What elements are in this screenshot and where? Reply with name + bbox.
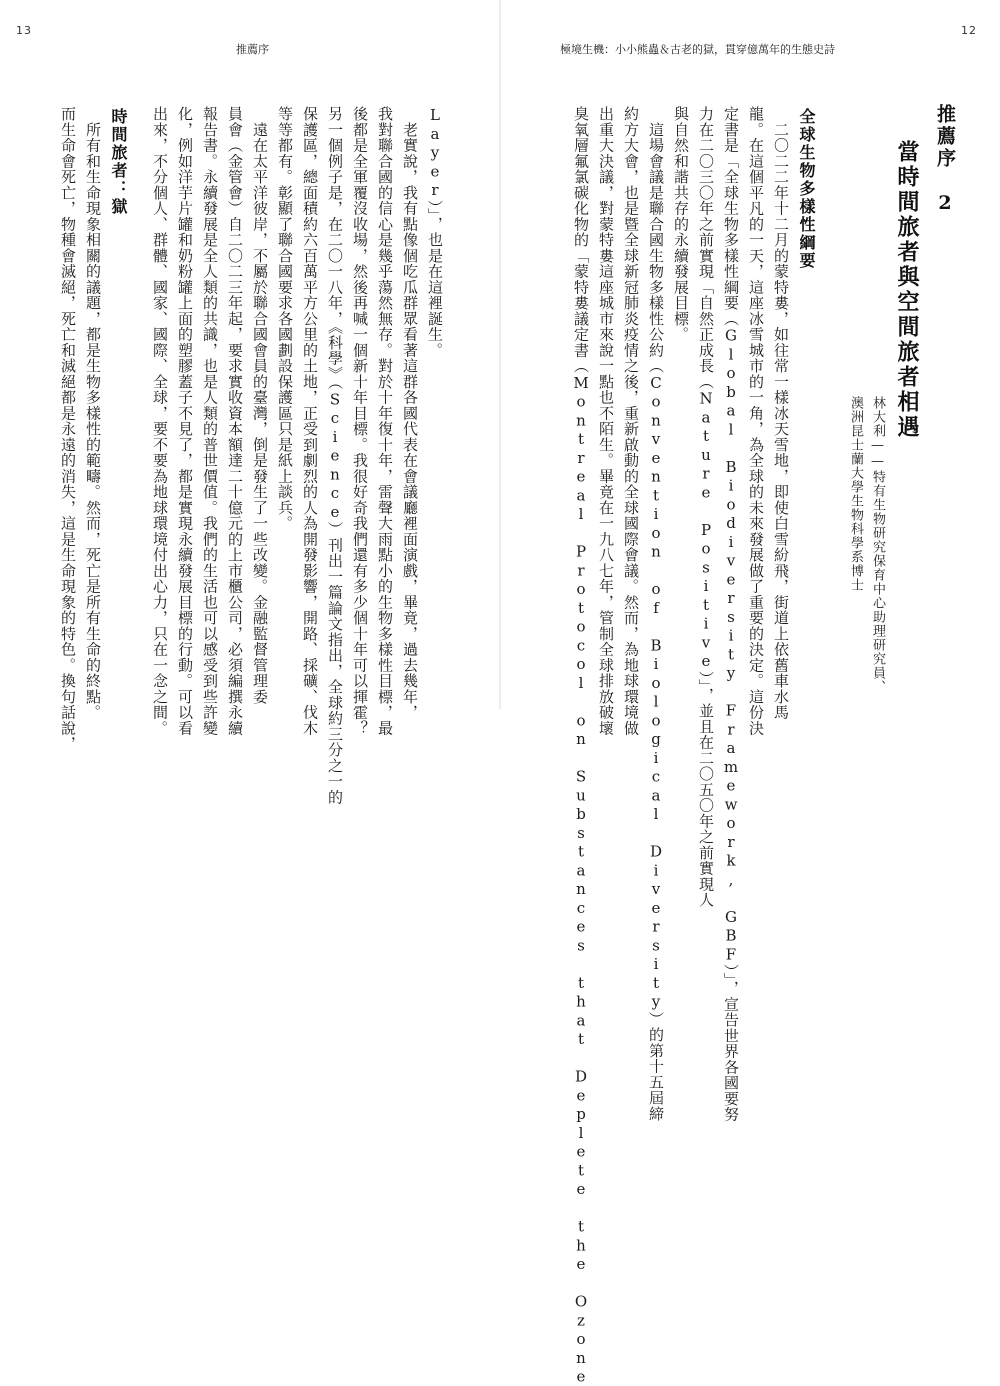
chapter-label: 推薦序 2	[934, 104, 956, 217]
left-body-column-6: 保護區，總面積約六百萬平方公里的土地，正受到劇烈的人為開發影響，開路、採礦、伐木	[301, 106, 319, 736]
right-body-column-4: 力在二〇三〇年之前實現「自然正成長（Nature Positive）」，並且在二〇五〇年之前實現人	[697, 106, 715, 908]
left-body-column-7: 等等都有。彰顯了聯合國要求各國劃設保護區只是紙上談兵。	[276, 106, 294, 532]
right-body-column-1: 二〇二二年十二月的蒙特婁，如往常一樣冰天雪地，即使白雪紛飛，街道上依舊車水馬	[772, 106, 790, 721]
right-body-column-5: 與自然和諧共存的永續發展目標。	[672, 106, 690, 343]
left-body-column-8: 遠在太平洋彼岸，不屬於聯合國會員的臺灣，倒是發生了一些改變。金融監督管理委	[251, 106, 269, 705]
left-body-column-3: 我對聯合國的信心是幾乎蕩然無存。對於十年復十年，雷聲大雨點小的生物多樣性目標，最	[376, 106, 394, 736]
right-body-column-6: 這場會議是聯合國生物多樣性公約（Convention of Biological Diversity）的第十五屆締	[647, 106, 665, 1122]
right-page-number: 12	[961, 24, 977, 37]
left-body-column-10: 報告書。永續發展是全人類的共識，也是人類的普世價值。我們的生活也可以感受到些許變	[201, 106, 219, 736]
chapter-title: 當時間旅者與空間旅者相遇	[894, 140, 920, 440]
left-section-heading: 時間旅者：獄	[109, 108, 128, 216]
right-section-heading: 全球生物多樣性綱要	[797, 108, 816, 270]
right-body-column-3: 定書是「全球生物多樣性綱要（Global Biodiversity Framework, GBF）」，宣告世界各國要努	[722, 106, 740, 1123]
left-body-column-4: 後都是全軍覆沒收場，然後再喊一個新十年目標。我很好奇我們還有多少個十年可以揮霍？	[351, 106, 369, 736]
left-body-column-9: 員會（金管會）自二〇二三年起，要求實收資本額達二十億元的上市櫃公司，必須編撰永續	[226, 106, 244, 736]
left-running-head: 推薦序	[236, 43, 269, 56]
left-body-column-2: 老實說，我有點像個吃瓜群眾看著這群各國代表在會議廳裡面演戲，畢竟，過去幾年，	[401, 106, 419, 721]
right-body-column-2: 龍。在這個平凡的一天，這座冰雪城市的一角，為全球的未來發展做了重要的決定。這份決	[747, 106, 765, 736]
author-line-1: 林大利——特有生物研究保育中心助理研究員、	[870, 396, 885, 694]
right-body-column-7: 約方大會，也是暨全球新冠肺炎疫情之後，重新啟動的全球國際會議。然而，為地球環境做	[622, 106, 640, 736]
left-body-column-1: Layer）」，也是在這裡誕生。	[426, 106, 444, 358]
left-body-column-11: 化，例如洋芋片罐和奶粉罐上面的塑膠蓋子不見了，都是實現永續發展目標的行動。可以看	[176, 106, 194, 736]
right-body-column-8: 出重大決議，對蒙特婁這座城市來說一點也不陌生。畢竟在一九八七年，管制全球排放破壞	[597, 106, 615, 736]
book-gutter	[499, 0, 501, 709]
author-line-2: 澳洲昆士蘭大學生物科學系博士	[848, 396, 863, 592]
right-running-head: 極境生機：小小熊蟲＆古老的獄，貫穿億萬年的生態史詩	[560, 43, 835, 56]
left-body-column-16: 而生命會死亡，物種會滅絕，死亡和滅絕都是永遠的消失，這是生命現象的特色。換句話說，	[59, 106, 77, 752]
right-body-column-9: 臭氧層氟氯碳化物的「蒙特婁議定書（Montreal Protocol on Substances that Deplete the Ozone	[572, 106, 590, 1386]
left-body-column-15: 所有和生命現象相關的議題，都是生物多樣性的範疇。然而，死亡是所有生命的終點。	[84, 106, 102, 721]
left-body-column-12: 出來，不分個人、群體、國家、國際、全球，要不要為地球環境付出心力，只在一念之間。	[151, 106, 169, 736]
left-page-number: 13	[16, 24, 32, 37]
left-body-column-5: 另一個例子是，在二〇一八年，《科學》（Science）刊出一篇論文指出，全球約三分之一的	[326, 106, 344, 805]
